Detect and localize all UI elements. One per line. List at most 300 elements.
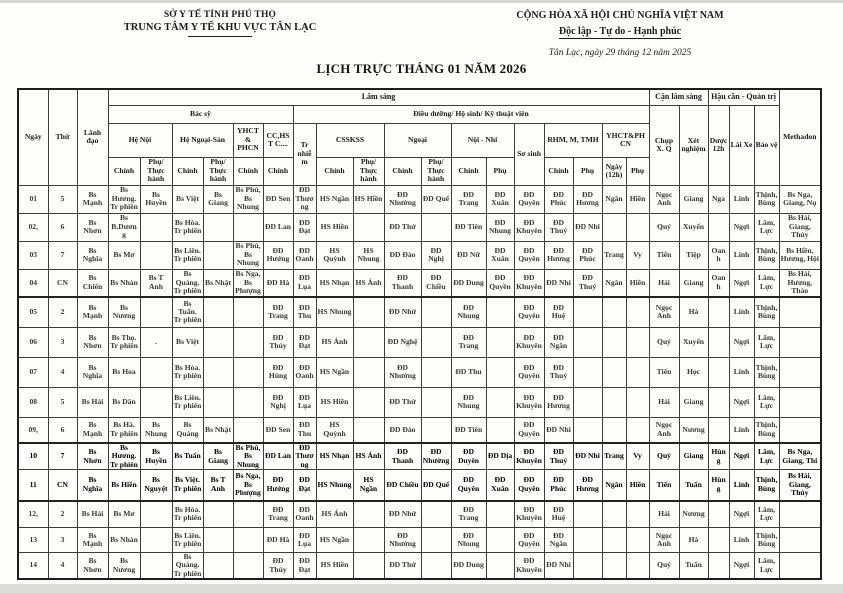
cell-noi-nhi-phu <box>486 297 514 327</box>
cell-ngoai-chinh: ĐD Nhường <box>384 528 421 553</box>
cell-rhm-phu: ĐD Nhi <box>573 443 602 470</box>
cell-lanh-dao: Bs Nhơn <box>77 443 108 470</box>
header-ngoai-san-phu: Phụ/ Thực hành <box>203 157 233 185</box>
header-hau-can-quan-tri: Hậu cần - Quản trị <box>708 89 779 105</box>
cell-rhm-phu: ĐD Hương <box>573 470 602 501</box>
cell-noi-nhi-phu <box>486 327 514 357</box>
cell-chup-xq: Tiến <box>649 241 679 269</box>
cell-thu: CN <box>48 470 77 501</box>
cell-bao-ve: Thịnh, Bùng <box>754 417 779 443</box>
cell-ngoai-phu <box>421 387 451 417</box>
place-date-line: Tân Lạc, ngày 29 tháng 12 năm 2025 <box>548 48 692 58</box>
cell-he-noi-chinh: Bs B.Dương <box>108 213 140 241</box>
cell-xet-nghiem: Nương <box>679 501 708 528</box>
cell-yhct-bs-chinh: Bs Phú, Bs Nhung <box>233 443 263 470</box>
cell-noi-nhi-chinh: ĐD Duyên <box>451 443 486 470</box>
cell-lai-xe: Ngợi <box>729 327 754 357</box>
cell-yhct-phu: Hiền <box>626 269 649 297</box>
cell-ngoai-phu <box>421 357 451 387</box>
cell-he-noi-phu: Bs Huyền <box>140 185 172 213</box>
cell-chup-xq: Hải <box>649 269 679 297</box>
cell-cc-hst-chinh: ĐD Sen <box>263 417 293 443</box>
cell-ngoai-phu <box>421 501 451 528</box>
cell-noi-nhi-chinh: ĐD Nhung <box>451 528 486 553</box>
cell-bao-ve: Thịnh, Bùng <box>754 185 779 213</box>
header-noi-nhi: Nội - Nhi <box>451 123 514 157</box>
cell-yhct-ngay-12h <box>602 213 626 241</box>
cell-csskss-phu <box>353 327 384 357</box>
cell-csskss-phu <box>353 528 384 553</box>
cell-methadon <box>779 501 821 528</box>
cell-he-noi-phu <box>140 501 172 528</box>
header-cc-hst-chinh: Chính <box>263 157 293 185</box>
cell-yhct-ngay-12h <box>602 327 626 357</box>
header-lam-sang: Lâm sàng <box>108 89 649 105</box>
cell-rhm-chinh: ĐD Thuỷ <box>544 357 573 387</box>
cell-duoc-12h: Oanh <box>708 241 729 269</box>
table-row <box>18 553 821 580</box>
cell-csskss-chinh: HS Nhạn <box>316 269 353 297</box>
cell-lai-xe: Ngợi <box>729 443 754 470</box>
cell-rhm-chinh: ĐD Phúc <box>544 470 573 501</box>
header-ngoai-phu: Phụ/ Thực hành <box>421 157 451 185</box>
cell-chup-xq: Quý <box>649 327 679 357</box>
cell-rhm-phu: ĐD Phúc <box>573 241 602 269</box>
cell-yhct-bs-chinh: Bs Nga, Bs Phượng <box>233 470 263 501</box>
cell-rhm-phu: ĐD Hương <box>573 185 602 213</box>
cell-tr-nhiem: ĐD Thu <box>293 417 316 443</box>
cell-ngoai-chinh: ĐD Thứ <box>384 213 421 241</box>
cell-ngoai-san-phu: Bs T Anh <box>203 470 233 501</box>
cell-thu: 3 <box>48 327 77 357</box>
cell-csskss-phu: HS Nhung <box>353 241 384 269</box>
cell-lai-xe: Linh <box>729 470 754 501</box>
cell-duoc-12h <box>708 501 729 528</box>
cell-methadon: Bs Hải, Hương, Thảo <box>779 269 821 297</box>
cell-he-noi-chinh: Bs Nương <box>108 553 140 580</box>
cell-methadon: Bs Nga, Giang, Nụ <box>779 185 821 213</box>
cell-yhct-bs-chinh <box>233 213 263 241</box>
cell-yhct-phu <box>626 213 649 241</box>
cell-bao-ve: Thịnh, Bùng <box>754 357 779 387</box>
cell-xet-nghiem: Hà <box>679 297 708 327</box>
header-ngoai-chinh: Chính <box>384 157 421 185</box>
cell-yhct-bs-chinh <box>233 297 263 327</box>
table-row <box>18 417 821 443</box>
cell-cc-hst-chinh: ĐD Trang <box>263 501 293 528</box>
cell-rhm-phu <box>573 501 602 528</box>
cell-ngay: 14 <box>18 553 48 580</box>
cell-ngoai-san-phu <box>203 501 233 528</box>
cell-ngoai-chinh: ĐD Chiều <box>384 470 421 501</box>
cell-chup-xq: Tiến <box>649 470 679 501</box>
cell-ngoai-chinh: ĐD Nhứ <box>384 501 421 528</box>
cell-chup-xq: Quý <box>649 443 679 470</box>
cell-thu: 6 <box>48 417 77 443</box>
cell-noi-nhi-chinh: ĐD Tiên <box>451 417 486 443</box>
cell-noi-nhi-phu <box>486 501 514 528</box>
table-row <box>18 213 821 241</box>
cell-chup-xq: Tiến <box>649 357 679 387</box>
header-bac-sy: Bác sỹ <box>108 105 293 123</box>
cell-yhct-bs-chinh: Bs Nga, Bs Phượng <box>233 269 263 297</box>
cell-he-noi-phu <box>140 241 172 269</box>
cell-csskss-phu: HS Ánh <box>353 269 384 297</box>
header-ngay: Ngày <box>18 89 48 185</box>
cell-ngoai-san-phu <box>203 327 233 357</box>
cell-ngoai-san-phu: Bs Nhật <box>203 417 233 443</box>
header-rhm-phu: Phụ <box>573 157 602 185</box>
table-row <box>18 470 821 501</box>
cell-ngoai-phu <box>421 528 451 553</box>
cell-ngoai-san-chinh: Bs Quảng. Tr phiên <box>173 552 202 578</box>
cell-noi-nhi-phu: ĐD Nhung <box>486 213 514 241</box>
header-he-noi-chinh: Chính <box>108 157 140 185</box>
table-row <box>18 387 821 417</box>
cell-csskss-chinh: HS Ngần <box>316 357 353 387</box>
cell-tr-nhiem: ĐD Oanh <box>293 241 316 269</box>
cell-yhct-phu: Hiền <box>626 185 649 213</box>
cell-xet-nghiem: Nương <box>679 417 708 443</box>
cell-csskss-phu <box>353 387 384 417</box>
cell-methadon <box>779 528 821 553</box>
cell-ngay: 05 <box>18 297 48 327</box>
header-noi-nhi-chinh: Chính <box>451 157 486 185</box>
cell-thu: 7 <box>48 443 77 470</box>
cell-rhm-chinh: ĐD Nhi <box>544 269 573 297</box>
cell-he-noi-phu: Bs Nguyệt <box>140 470 172 501</box>
cell-yhct-bs-chinh <box>233 553 263 580</box>
cell-yhct-phu <box>626 553 649 580</box>
cell-he-noi-phu <box>140 528 172 553</box>
cell-ngay: 07 <box>18 357 48 387</box>
header-lanh-dao: Lãnh đạo <box>77 89 108 185</box>
header-he-noi: Hệ Nội <box>108 123 172 157</box>
cell-tr-nhiem: ĐD Đạt <box>293 327 316 357</box>
cell-he-noi-chinh: Bs Nhàn <box>108 528 140 553</box>
cell-yhct-ngay-12h: Ngân <box>602 269 626 297</box>
header-chup-xq: Chụp X. Q <box>649 105 679 185</box>
cell-lai-xe: Linh <box>729 417 754 443</box>
cell-yhct-bs-chinh <box>233 387 263 417</box>
cell-yhct-phu <box>626 357 649 387</box>
cell-he-noi-chinh: Bs Nương <box>108 297 140 327</box>
cell-yhct-phu <box>626 327 649 357</box>
cell-xet-nghiem: Giang <box>679 185 708 213</box>
cell-ngoai-san-phu <box>203 553 233 580</box>
cell-noi-nhi-chinh: ĐD Trang <box>451 327 486 357</box>
cell-lai-xe: Ngợi <box>729 501 754 528</box>
cell-duoc-12h: Oanh <box>708 269 729 297</box>
cell-cc-hst-chinh: ĐD Trang <box>263 297 293 327</box>
cell-ngay: 13 <box>18 528 48 553</box>
cell-bao-ve: Lâm, Lực <box>754 553 779 580</box>
scan-edge-bottom <box>0 584 843 593</box>
cell-csskss-chinh: HS Nhạn <box>316 443 353 470</box>
cell-ngoai-san-chinh: Bs Việt. Tr phiên <box>172 470 203 501</box>
cell-ngoai-phu: ĐD Quế <box>421 470 451 501</box>
cell-cc-hst-chinh: ĐD Nghị <box>263 387 293 417</box>
cell-he-noi-chinh: Bs Hương. Tr phiên <box>108 185 140 213</box>
cell-ngay: 01 <box>18 185 48 213</box>
cell-ngoai-chinh: ĐD Nhứ <box>384 297 421 327</box>
cell-methadon <box>779 553 821 580</box>
cell-yhct-ngay-12h <box>602 553 626 580</box>
header-lai-xe: Lái Xe <box>729 105 754 185</box>
cell-ngoai-san-chinh: Bs Việt <box>172 327 203 357</box>
cell-csskss-phu: HS Ánh <box>353 443 384 470</box>
cell-rhm-chinh: ĐD Thuý <box>544 443 573 470</box>
cell-thu: 4 <box>48 553 77 580</box>
cell-ngoai-san-chinh: Bs Quảng <box>172 417 203 443</box>
scan-edge-top <box>0 0 843 3</box>
cell-he-noi-chinh: Bs Thọ. Tr phiên <box>108 327 140 357</box>
cell-methadon: Bs Hải, Giang, Thủy <box>779 213 821 241</box>
cell-methadon <box>779 357 821 387</box>
cell-ngoai-san-phu <box>203 528 233 553</box>
cell-duoc-12h <box>708 357 729 387</box>
header-methadon: Methadon <box>779 89 821 185</box>
cell-xet-nghiem: Tuấn <box>679 553 708 580</box>
cell-rhm-phu <box>573 327 602 357</box>
letterhead-issuer <box>60 10 380 37</box>
cell-ngoai-phu: ĐD Quế <box>421 185 451 213</box>
cell-ngoai-chinh: ĐD Nghệ <box>384 327 421 357</box>
cell-so-sinh: ĐD Khuyên <box>514 553 544 580</box>
cell-bao-ve: Lâm, Lực <box>754 213 779 241</box>
cell-tr-nhiem: ĐD Đạt <box>293 470 316 501</box>
cell-chup-xq: Quý <box>649 553 679 580</box>
cell-he-noi-chinh: Bs Mơ <box>108 501 140 528</box>
cell-lanh-dao: Bs Mạnh <box>77 185 108 213</box>
cell-noi-nhi-chinh: ĐD Nhung <box>451 387 486 417</box>
cell-rhm-chinh: ĐD Ngân <box>544 327 573 357</box>
cell-yhct-bs-chinh <box>233 528 263 553</box>
cell-yhct-ngay-12h <box>602 387 626 417</box>
cell-rhm-chinh: ĐD Thuý <box>544 213 573 241</box>
cell-noi-nhi-chinh: ĐD Tiên <box>451 213 486 241</box>
cell-so-sinh: ĐD Khuyên <box>514 213 544 241</box>
cell-cc-hst-chinh: ĐD Sen <box>263 185 293 213</box>
cell-yhct-ngay-12h: Ngân <box>602 185 626 213</box>
cell-lanh-dao: Bs Hải <box>77 501 108 528</box>
duty-schedule-table <box>17 88 822 580</box>
cell-so-sinh: ĐD Quyên <box>514 528 544 553</box>
cell-csskss-phu: HS Ngần <box>353 470 384 501</box>
cell-chup-xq: Ngọc Anh <box>649 185 679 213</box>
header-thu: Thứ <box>48 89 77 185</box>
cell-tr-nhiem: ĐD Lụa <box>293 269 316 297</box>
cell-tr-nhiem: ĐD Lụa <box>293 387 316 417</box>
cell-noi-nhi-phu <box>486 357 514 387</box>
cell-ngoai-san-chinh: Bs Quảng. Tr phiên <box>172 269 203 297</box>
cell-yhct-phu: Vy <box>626 241 649 269</box>
cell-noi-nhi-chinh: ĐD Trang <box>451 185 486 213</box>
cell-thu: 6 <box>48 213 77 241</box>
cell-cc-hst-chinh: ĐD Hà <box>263 528 293 553</box>
cell-tr-nhiem: ĐD Thương <box>293 185 316 213</box>
cell-methadon: Bs Hải, Giang, Thủy <box>779 470 821 501</box>
cell-he-noi-phu <box>140 553 172 580</box>
header-bao-ve: Bảo vệ <box>754 105 779 185</box>
cell-lanh-dao: Bs Nhơn <box>77 553 108 580</box>
cell-csskss-chinh: HS Ngần <box>316 528 353 553</box>
cell-ngoai-san-chinh: Bs Tuấn <box>172 443 203 470</box>
cell-he-noi-phu <box>140 387 172 417</box>
table-row <box>18 443 821 470</box>
cell-duoc-12h <box>708 213 729 241</box>
cell-thu: 4 <box>48 357 77 387</box>
cell-so-sinh: ĐD Quyên <box>514 297 544 327</box>
header-yhct-bs-chinh: Chính <box>233 157 263 185</box>
cell-cc-hst-chinh: ĐD Thủy <box>263 327 293 357</box>
cell-duoc-12h <box>708 297 729 327</box>
header-rhm-m-tmh: RHM, M, TMH <box>544 123 602 157</box>
cell-he-noi-phu <box>140 297 172 327</box>
cell-lai-xe: Linh <box>729 357 754 387</box>
cell-chup-xq: Quý <box>649 213 679 241</box>
cell-xet-nghiem: Xuyến <box>679 327 708 357</box>
page-title: LỊCH TRỰC THÁNG 01 NĂM 2026 <box>316 61 527 76</box>
cell-lai-xe: Ngợi <box>729 553 754 580</box>
cell-ngay: 06 <box>18 327 48 357</box>
cell-he-noi-phu: Bs Nhung <box>140 417 172 443</box>
cell-rhm-chinh: ĐD Hương <box>544 241 573 269</box>
cell-bao-ve: Thịnh, Bùng <box>754 297 779 327</box>
national-motto: Độc lập - Tự do - Hạnh phúc <box>558 26 682 37</box>
cell-rhm-chinh: ĐD Nhi <box>544 553 573 580</box>
cell-thu: 5 <box>48 185 77 213</box>
cell-csskss-phu <box>353 417 384 443</box>
header-cc-hstc: CC,HST C.... <box>263 123 293 157</box>
cell-yhct-phu <box>626 417 649 443</box>
issuer-parent-org: SỞ Y TẾ TỈNH PHÚ THỌ <box>163 10 277 20</box>
cell-cc-hst-chinh: ĐD Lan <box>263 443 293 470</box>
cell-rhm-chinh: ĐD Phúc <box>544 185 573 213</box>
header-duoc-12h: Dược 12h <box>708 105 729 185</box>
header-ngoai: Ngoại <box>384 123 451 157</box>
cell-yhct-bs-chinh: Bs Phú, Bs Nhung <box>233 185 263 213</box>
cell-so-sinh: ĐD Khuyên <box>514 501 544 528</box>
cell-he-noi-phu: Bs Huyền <box>140 443 172 470</box>
cell-cc-hst-chinh: ĐD Hưởng <box>263 470 293 501</box>
cell-duoc-12h <box>708 327 729 357</box>
cell-ngay: 08 <box>18 387 48 417</box>
cell-rhm-chinh: ĐD Nhi <box>544 417 573 443</box>
cell-yhct-ngay-12h: Trang <box>602 241 626 269</box>
table-row <box>18 357 821 387</box>
cell-ngoai-san-chinh: Bs Liên. Tr phiên <box>172 387 203 417</box>
cell-ngoai-san-phu: Bs Nhật <box>203 269 233 297</box>
cell-yhct-phu <box>626 528 649 553</box>
cell-bao-ve: Thịnh, Bùng <box>754 528 779 553</box>
cell-rhm-phu: ĐD Nhi <box>573 213 602 241</box>
cell-yhct-bs-chinh <box>233 501 263 528</box>
cell-noi-nhi-chinh: ĐD Thu <box>451 357 486 387</box>
cell-chup-xq: Ngọc Anh <box>649 528 679 553</box>
header-yhct-phu: Phụ <box>626 157 649 185</box>
header-xet-nghiem: Xét nghiệm <box>679 105 708 185</box>
cell-ngay: 10 <box>18 443 48 470</box>
header-csskss: CSSKSS <box>316 123 384 157</box>
cell-he-noi-phu <box>140 213 172 241</box>
cell-yhct-bs-chinh: Bs Phú, Bs Nhung <box>233 241 263 269</box>
cell-yhct-phu <box>626 501 649 528</box>
cell-he-noi-chinh: Bs Nhàn <box>108 269 140 297</box>
cell-bao-ve: Lâm, Lực <box>754 501 779 528</box>
cell-duoc-12h <box>708 553 729 580</box>
cell-ngoai-chinh: ĐD Thanh <box>384 443 421 470</box>
cell-csskss-phu <box>353 297 384 327</box>
cell-lanh-dao: Bs Hải <box>77 387 108 417</box>
cell-noi-nhi-chinh: ĐD Nữ <box>451 241 486 269</box>
cell-ngay: 09, <box>18 417 48 443</box>
cell-noi-nhi-phu <box>486 553 514 580</box>
cell-ngoai-san-phu <box>203 241 233 269</box>
cell-thu: 7 <box>48 241 77 269</box>
cell-csskss-phu <box>353 213 384 241</box>
cell-he-noi-chinh: Bs Hoa <box>108 357 140 387</box>
cell-ngoai-phu: ĐD Nghị <box>421 241 451 269</box>
cell-he-noi-chinh: Bs Hương. Tr phiên <box>108 443 140 470</box>
letterhead-national <box>470 10 770 58</box>
header-can-lam-sang: Cận lâm sàng <box>649 89 708 105</box>
cell-noi-nhi-chinh: ĐD Dung <box>451 269 486 297</box>
cell-lai-xe: Linh <box>729 297 754 327</box>
cell-methadon <box>779 327 821 357</box>
cell-noi-nhi-chinh: ĐD Dung <box>451 553 486 580</box>
cell-csskss-phu <box>353 357 384 387</box>
cell-chup-xq: Hải <box>649 387 679 417</box>
cell-he-noi-chinh: Bs Mơ <box>108 241 140 269</box>
cell-ngoai-san-phu <box>203 297 233 327</box>
cell-lai-xe: Linh <box>729 185 754 213</box>
header-yhct-ngay-12h: Ngày (12h) <box>602 157 626 185</box>
cell-duoc-12h <box>708 528 729 553</box>
cell-duoc-12h <box>708 387 729 417</box>
cell-methadon <box>779 417 821 443</box>
header-csskss-phu: Phụ/ Thực hành <box>353 157 384 185</box>
cell-csskss-phu: HS Hiền <box>353 185 384 213</box>
cell-thu: 3 <box>48 528 77 553</box>
header-he-noi-phu: Phụ/ Thực hành <box>140 157 172 185</box>
header-yhct-phcn-dd: YHCT&PHCN <box>602 123 649 157</box>
cell-ngoai-san-phu: Bs Giang <box>203 443 233 470</box>
table-row <box>18 501 821 528</box>
cell-yhct-ngay-12h <box>602 501 626 528</box>
cell-tr-nhiem: ĐD Oanh <box>293 501 316 528</box>
cell-cc-hst-chinh: ĐD Hùng <box>263 357 293 387</box>
cell-csskss-chinh: HS Ngần <box>316 185 353 213</box>
cell-ngay: 02, <box>18 213 48 241</box>
national-title: CỘNG HÒA XÃ HỘI CHỦ NGHĨA VIỆT NAM <box>516 10 724 21</box>
table-row <box>18 528 821 553</box>
cell-lanh-dao: Bs Chiến <box>77 269 108 297</box>
cell-tr-nhiem: ĐD Đạt <box>293 213 316 241</box>
cell-lanh-dao: Bs Mạnh <box>77 297 108 327</box>
cell-yhct-bs-chinh <box>233 327 263 357</box>
cell-he-noi-phu: . <box>140 327 172 357</box>
cell-xet-nghiem: Giang <box>679 387 708 417</box>
table-row <box>18 297 821 327</box>
schedule-body <box>18 185 821 579</box>
cell-ngay: 03 <box>18 241 48 269</box>
cell-he-noi-phu <box>140 357 172 387</box>
cell-csskss-chinh: HS Hiền <box>316 553 353 580</box>
cell-yhct-ngay-12h <box>602 297 626 327</box>
cell-chup-xq: Ngọc Anh <box>649 417 679 443</box>
cell-so-sinh: ĐD Quyên <box>514 241 544 269</box>
